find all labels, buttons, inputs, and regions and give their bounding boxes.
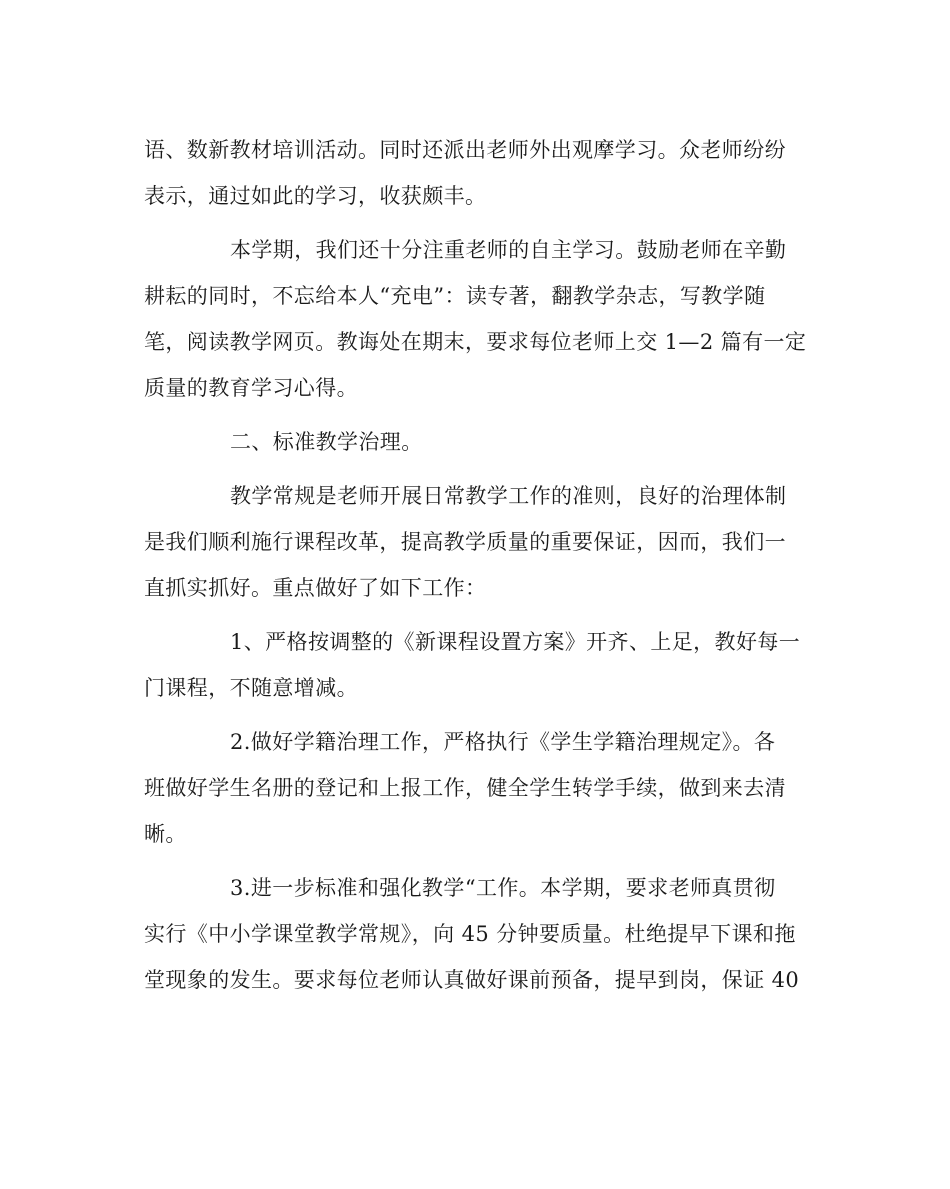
document-body — [144, 127, 809, 1003]
paragraph-gap — [144, 857, 809, 865]
text-line: 实行《中小学课堂教学常规》，向 45 分钟要质量。杜绝提早下课和拖 — [144, 922, 796, 946]
text-line: 是我们顺利施行课程改革，提高教学质量的重要保证，因而，我们一 — [144, 530, 786, 554]
text-line: 门课程，不随意增减。 — [144, 676, 358, 700]
text-line: 直抓实抓好。重点做好了如下工作： — [144, 576, 487, 600]
paragraph-first-line: 教学常规是老师开展日常教学工作的准则，良好的治理体制 — [230, 484, 787, 508]
text-line: 笔，阅读教学网页。教诲处在期末，要求每位老师上交 1—2 篇有一定 — [144, 330, 807, 354]
text-line: 耕耘的同时，不忘给本人“充电”：读专著，翻教学杂志，写教学随 — [144, 284, 766, 308]
text-line: 堂现象的发生。要求每位老师认真做好课前预备，提早到岗，保证 40 — [144, 968, 800, 992]
text-line: 质量的教育学习心得。 — [144, 376, 358, 400]
paragraph-first-line: 1、严格按调整的《新课程设置方案》开齐、上足，教好每一 — [230, 630, 801, 654]
paragraph-first-line: 2.做好学籍治理工作，严格执行《学生学籍治理规定》。各 — [230, 730, 776, 754]
paragraph-gap — [144, 711, 809, 719]
paragraph-first-line: 二、标准教学治理。 — [230, 430, 423, 454]
text-line: 语、数新教材培训活动。同时还派出老师外出观摩学习。众老师纷纷 — [144, 138, 786, 162]
text-line: 表示，通过如此的学习，收获颇丰。 — [144, 184, 487, 208]
paragraph-gap — [144, 465, 809, 473]
text-line: 晰。 — [144, 822, 187, 846]
paragraph-gap — [144, 411, 809, 419]
paragraph-gap — [144, 611, 809, 619]
text-line: 班做好学生名册的登记和上报工作，健全学生转学手续，做到来去清 — [144, 776, 786, 800]
paragraph-first-line: 本学期，我们还十分注重老师的自主学习。鼓励老师在辛勤 — [230, 238, 787, 262]
paragraph-gap — [144, 219, 809, 227]
paragraph-first-line: 3.进一步标准和强化教学“工作。本学期，要求老师真贯彻 — [230, 876, 776, 900]
